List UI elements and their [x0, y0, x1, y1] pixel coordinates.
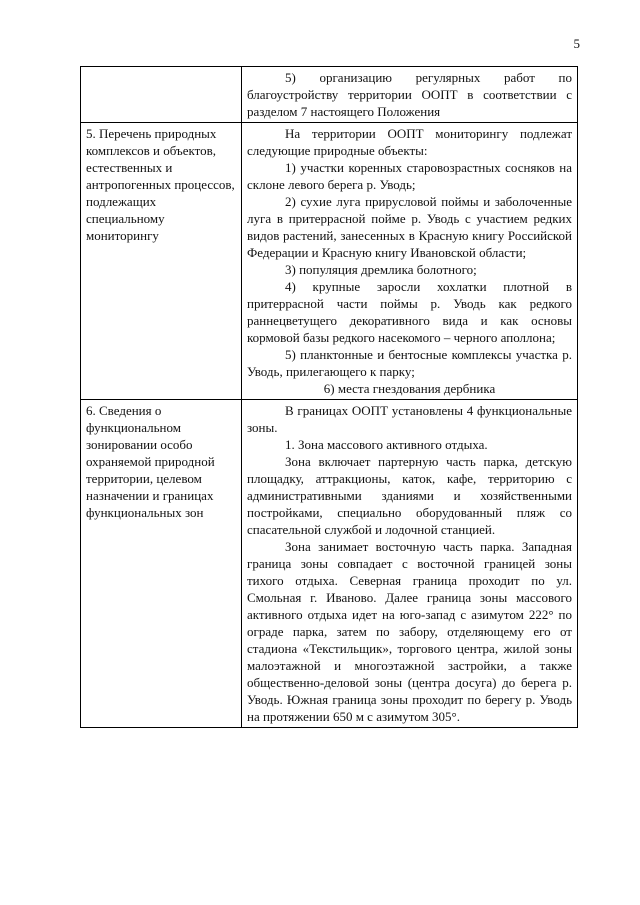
list-item: 5) планктонные и бентосные комплексы участка р. Уводь, прилегающего к парку; [247, 347, 572, 379]
paragraph: 1. Зона массового активного отдыха. [285, 437, 488, 452]
paragraph: В границах ООПТ установлены 4 функциональные зоны. [247, 403, 572, 435]
list-item: 6) места гнездования дербника [323, 381, 496, 396]
paragraph: На территории ООПТ мониторингу подлежат следующие природные объекты: [247, 126, 572, 158]
list-item: 3) популяция дремлика болотного; [285, 262, 477, 277]
paragraph: 5) организацию регулярных работ по благоустройству территории ООПТ в соответствии с разделом 7 настоящего Положения [247, 70, 572, 119]
regulation-table [80, 66, 578, 728]
row-heading: 6. Сведения о функциональном зонировании особо охраняемой природной территории, целевом назначении и границах функциональных зон [81, 400, 242, 728]
paragraph: Зона включает партерную часть парка, детскую площадку, аттракционы, каток, кафе, территорию с административными зданиями и хозяйственными постройками, специально оборудованный пляж со спасательной службой и лодочной станцией. [247, 454, 572, 537]
list-item: 1) участки коренных старовозрастных сосняков на склоне левого берега р. Уводь; [247, 160, 572, 192]
row-heading [81, 67, 242, 123]
row-content [242, 67, 578, 123]
list-item: 2) сухие луга прирусловой поймы и заболоченные луга в притеррасной пойме р. Уводь с участием редких видов растений, занесенных в Красную книгу Российской Федерации и Красную книгу Ивановской области; [247, 194, 572, 260]
row-content [242, 123, 578, 400]
row-content [242, 400, 578, 728]
page-number: 5 [573, 36, 580, 51]
table-row [81, 400, 578, 728]
table-row [81, 67, 578, 123]
list-item: 4) крупные заросли хохлатки плотной в притеррасной части поймы р. Уводь как редкого раннецветущего декоративного вида и как основы кормовой базы редкого насекомого – черного аполлона; [247, 279, 572, 345]
row-heading: 5. Перечень природных комплексов и объектов, естественных и антропогенных процессов, подлежащих специальному мониторингу [81, 123, 242, 400]
table-row [81, 123, 578, 400]
paragraph: Зона занимает восточную часть парка. Западная граница зоны совпадает с восточной границей зоны тихого отдыха. Северная граница проходит по ул. Смольная г. Иваново. Далее граница зоны массового активного отдыха идет на юго-запад с азимутом 222° по ограде парка, затем по забору, отделяющему его от стадиона «Текстильщик», торгового центра, жилой зоны малоэтажной и многоэтажной застройки, а также общественно-деловой зоны (центра досуга) до берега р. Уводь. Южная граница зоны проходит по берегу р. Уводь на протяжении 650 м с азимутом 305°. [247, 539, 572, 724]
